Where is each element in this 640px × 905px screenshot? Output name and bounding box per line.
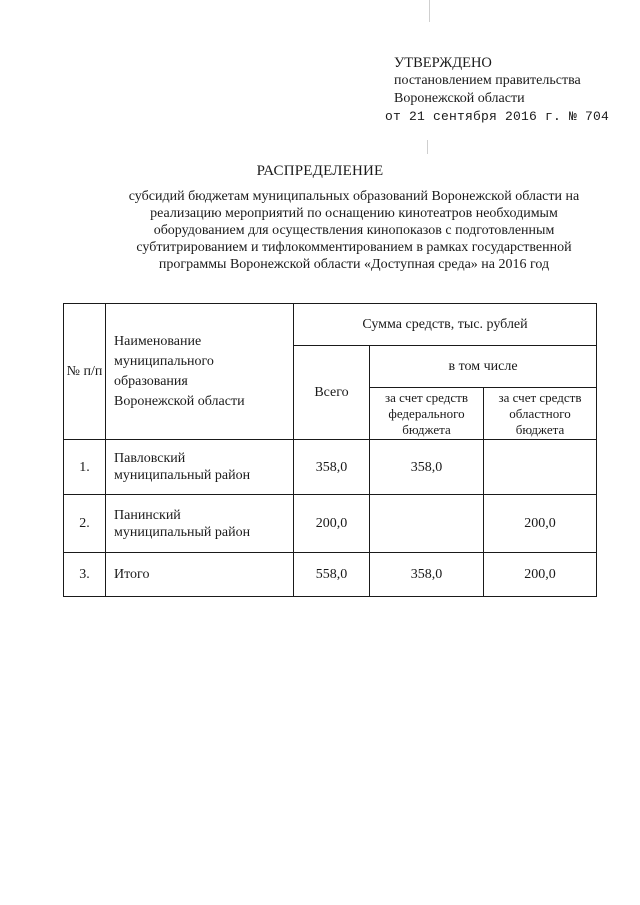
header-total: Всего — [294, 346, 370, 440]
row-federal: 358,0 — [370, 553, 484, 597]
approval-stamp — [385, 54, 610, 126]
row-regional: 200,0 — [484, 553, 597, 597]
row-regional — [484, 440, 597, 495]
approval-date: от 21 сентября 2016 г. № 704 — [385, 109, 610, 124]
header-regional: за счет средств областного бюджета — [484, 388, 597, 440]
subtitle-line: программы Воронежской области «Доступная среда» на 2016 год — [158, 257, 550, 272]
row-name: Итого — [106, 553, 294, 597]
row-total: 558,0 — [294, 553, 370, 597]
row-name: Павловский муниципальный район — [106, 440, 294, 495]
scan-fold-mark — [429, 0, 430, 22]
header-federal: за счет средств федерального бюджета — [370, 388, 484, 440]
header-name: Наименование муниципального образования Воронежской области — [106, 304, 294, 440]
document-subtitle — [96, 188, 612, 273]
row-num: 1. — [64, 440, 106, 495]
subtitle-line: субтитрированием и тифлокомментированием в рамках государственной — [136, 240, 572, 255]
table-row — [64, 495, 597, 553]
header-num: № п/п — [64, 304, 106, 440]
row-total: 358,0 — [294, 440, 370, 495]
table-row — [64, 553, 597, 597]
row-regional: 200,0 — [484, 495, 597, 553]
header-sum: Сумма средств, тыс. рублей — [294, 304, 597, 346]
header-including: в том числе — [370, 346, 597, 388]
row-total: 200,0 — [294, 495, 370, 553]
subtitle-line: субсидий бюджетам муниципальных образований Воронежской области на — [128, 189, 580, 204]
scan-fold-mark — [427, 140, 428, 154]
approval-heading: УТВЕРЖДЕНО — [394, 55, 492, 71]
approval-line-1: постановлением правительства — [394, 73, 581, 88]
document-title: РАСПРЕДЕЛЕНИЕ — [256, 163, 384, 179]
subsidy-table — [63, 303, 597, 597]
approval-line-2: Воронежской области — [394, 91, 525, 106]
row-name: Панинский муниципальный район — [106, 495, 294, 553]
row-num: 2. — [64, 495, 106, 553]
subtitle-line: оборудованием для осуществления кинопоказов с подготовленным — [153, 223, 555, 238]
row-num: 3. — [64, 553, 106, 597]
row-federal — [370, 495, 484, 553]
row-federal: 358,0 — [370, 440, 484, 495]
subtitle-line: реализацию мероприятий по оснащению кинотеатров необходимым — [150, 206, 558, 221]
table-row — [64, 440, 597, 495]
